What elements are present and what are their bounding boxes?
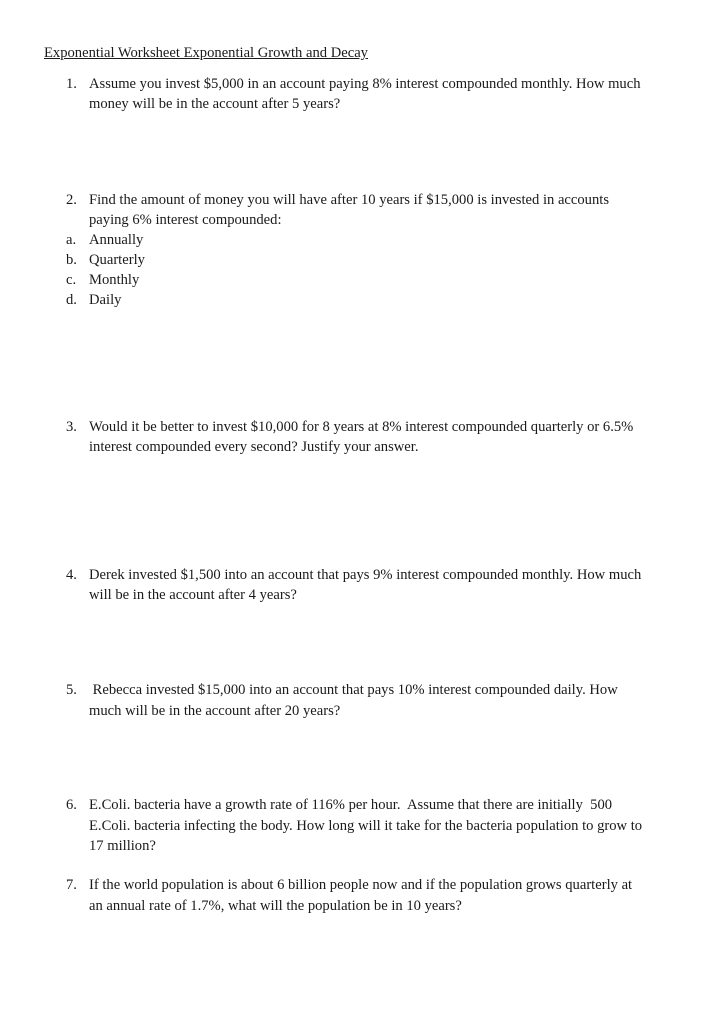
question-number: 6. <box>66 797 77 813</box>
question-text: E.Coli. bacteria have a growth rate of 116% per hour. Assume that there are initially 500 <box>89 797 613 813</box>
question-text: will be in the account after 4 years? <box>89 587 297 603</box>
question-text: Derek invested $1,500 into an account that pays 9% interest compounded monthly. How much <box>89 567 642 583</box>
option-text: Daily <box>89 292 122 308</box>
option-letter: d. <box>66 292 77 308</box>
question-text: paying 6% interest compounded: <box>89 212 282 228</box>
question-text: Find the amount of money you will have after 10 years if $15,000 is invested in accounts <box>89 192 609 208</box>
question-number: 3. <box>66 419 77 435</box>
question-text: money will be in the account after 5 years? <box>89 96 341 112</box>
worksheet-title: Exponential Worksheet Exponential Growth and Decay <box>44 45 368 61</box>
question-text: 17 million? <box>89 838 156 854</box>
option-letter: a. <box>66 232 77 248</box>
option-text: Annually <box>89 232 144 248</box>
question-text: E.Coli. bacteria infecting the body. How long will it take for the bacteria population to grow to <box>89 818 643 834</box>
question-number: 4. <box>66 567 77 583</box>
question-number: 1. <box>66 76 77 92</box>
question-number: 5. <box>66 682 77 698</box>
question-text: interest compounded every second? Justify your answer. <box>89 439 419 455</box>
question-text: Would it be better to invest $10,000 for 8 years at 8% interest compounded quarterly or 6.5% <box>89 419 634 435</box>
question-text: much will be in the account after 20 years? <box>89 703 341 719</box>
question-text: an annual rate of 1.7%, what will the population be in 10 years? <box>89 898 462 914</box>
option-text: Quarterly <box>89 252 145 268</box>
question-text: Assume you invest $5,000 in an account paying 8% interest compounded monthly. How much <box>89 76 641 92</box>
option-text: Monthly <box>89 272 140 288</box>
option-letter: c. <box>66 272 77 288</box>
question-number: 7. <box>66 877 77 893</box>
question-text: Rebecca invested $15,000 into an account that pays 10% interest compounded daily. How <box>89 682 618 698</box>
option-letter: b. <box>66 252 77 268</box>
question-text: If the world population is about 6 billion people now and if the population grows quarterly at <box>89 877 633 893</box>
question-number: 2. <box>66 192 77 208</box>
